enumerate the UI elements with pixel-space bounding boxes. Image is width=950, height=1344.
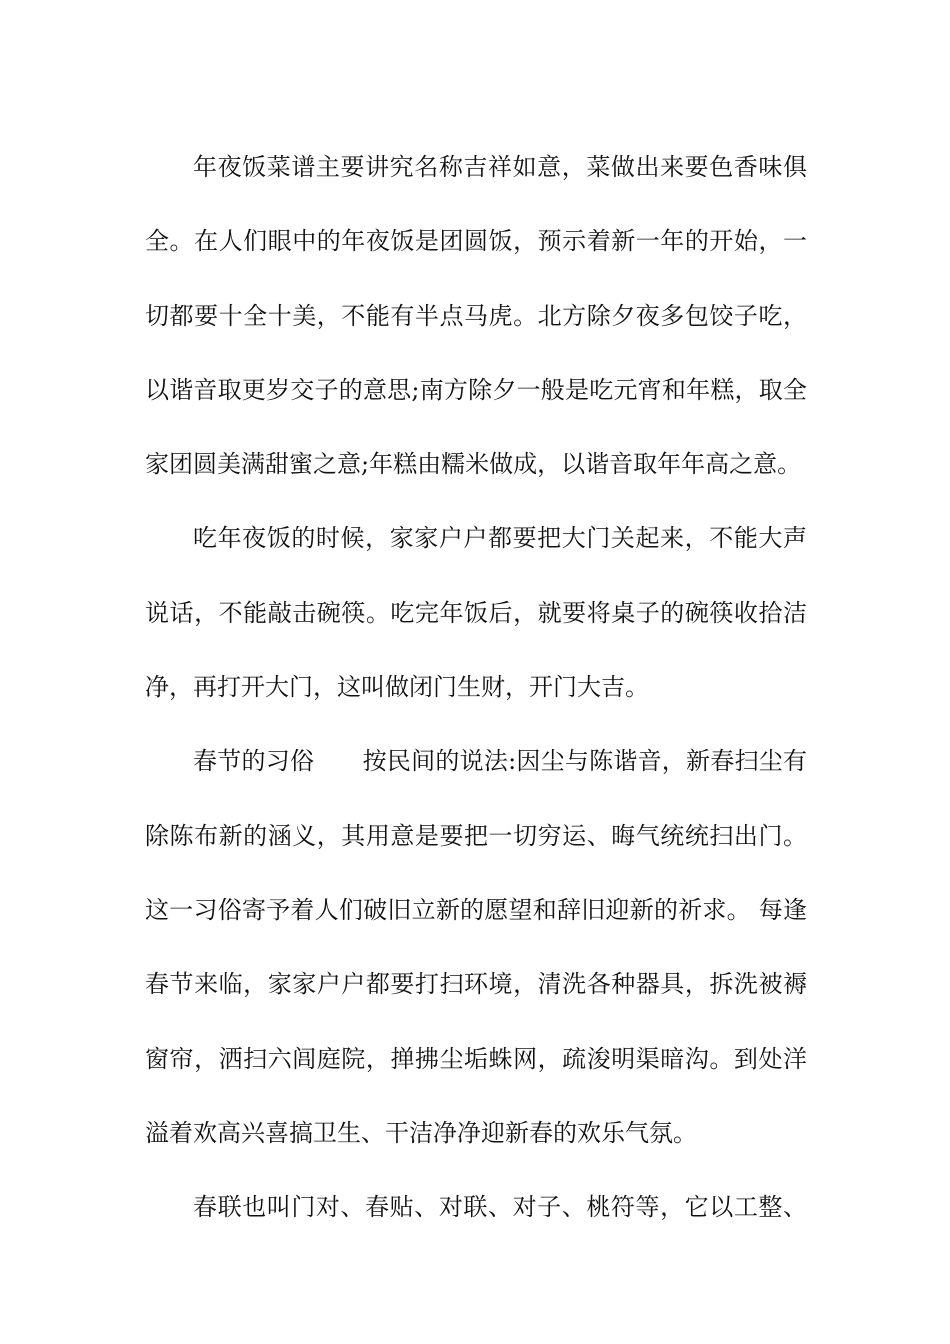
text-line: 全。在人们眼中的年夜饭是团圆饭，预示着新一年的开始，一 <box>145 227 807 256</box>
text-line: 这一习俗寄予着人们破旧立新的愿望和辞旧迎新的祈求。 每逢 <box>145 895 807 924</box>
text-line: 切都要十全十美，不能有半点马虎。北方除夕夜多包饺子吃， <box>145 301 807 330</box>
text-line: 窗帘，洒扫六闾庭院，掸拂尘垢蛛网，疏浚明渠暗沟。到处洋 <box>145 1044 807 1073</box>
text-line: 家团圆美满甜蜜之意;年糕由糯米做成，以谐音取年年高之意。 <box>145 450 802 479</box>
text-line: 吃年夜饭的时候，家家户户都要把大门关起来，不能大声 <box>193 524 807 553</box>
text-line: 除陈布新的涵义，其用意是要把一切穷运、晦气统统扫出门。 <box>145 821 807 850</box>
text-line: 净，再打开大门，这叫做闭门生财，开门大吉。 <box>145 673 649 702</box>
document-body <box>145 130 807 1244</box>
text-line: 春节来临，家家户户都要打扫环境，清洗各种器具，拆洗被褥 <box>145 970 807 999</box>
text-line: 溢着欢高兴喜搞卫生、干洁净净迎新春的欢乐气氛。 <box>145 1118 697 1147</box>
text-line: 以谐音取更岁交子的意思;南方除夕一般是吃元宵和年糕，取全 <box>145 375 807 404</box>
text-line: 年夜饭菜谱主要讲究名称吉祥如意，菜做出来要色香味俱 <box>193 153 807 181</box>
text-line: 春联也叫门对、春贴、对联、对子、桃符等，它以工整、 <box>193 1193 807 1222</box>
text-line: 说话，不能敲击碗筷。吃完年饭后，就要将桌子的碗筷收拾洁 <box>145 598 807 627</box>
text-line: 春节的习俗 按民间的说法:因尘与陈谐音，新春扫尘有 <box>193 747 807 776</box>
